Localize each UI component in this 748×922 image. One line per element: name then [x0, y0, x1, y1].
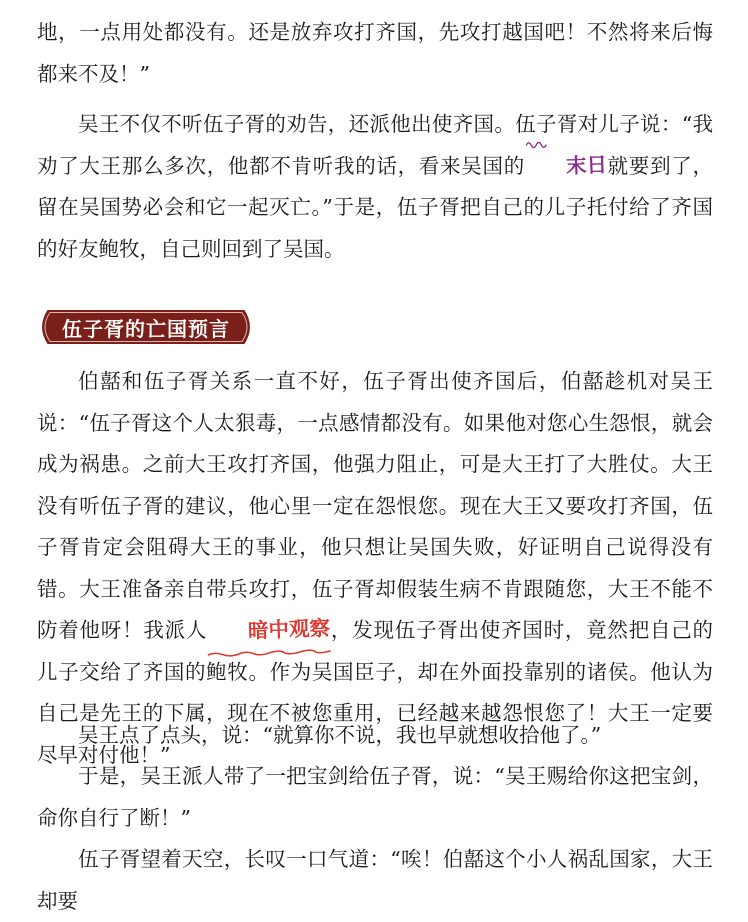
section-title: 伍子胥的亡国预言	[62, 316, 230, 341]
paragraph-text-before: 吴王不仅不听伍子胥的劝告，还派他出使齐国。伍子胥对儿子说：“我劝了大王那么多次，他都不肯听我的话，看来吴国的	[37, 112, 713, 178]
paragraph-wu-king-refuses	[37, 104, 713, 270]
section-header-banner	[33, 306, 259, 348]
paragraph-wuzixu-sighs	[37, 839, 713, 922]
paragraph-text-after: ，发现伍子胥出使齐国时，竟然把自己的儿子交给了齐国的鲍牧。作为吴国臣子，却在外面投靠别的诸侯。他认为自己是先王的下属，现在不被您重用，已经越来越怨恨您了！大王一定要尽早对付他！”	[37, 618, 714, 767]
paragraph-king-agrees	[37, 715, 713, 757]
squiggle-decoration-icon	[526, 139, 546, 148]
highlight-word-doomsday: 末日	[524, 144, 607, 188]
paragraph-text: 伍子胥望着天空，长叹一口气道：“唉！伯嚭这个小人祸乱国家，大王却要	[37, 847, 713, 913]
paragraph-boxi-slander	[37, 361, 713, 776]
paragraph-text-before: 伯嚭和伍子胥关系一直不好，伍子胥出使齐国后，伯嚭趁机对吴王说：“伍子胥这个人太狠毒，一点感情都没有。如果他对您心生怨恨，就会成为祸患。之前大王攻打齐国，他强力阻止，可是大王打了大胜仗。大王没有听伍子胥的建议，他心里一定在怨恨您。现在大王又要攻打齐国，伍子胥肯定会阻碍大王的事业，他只想让吴国失败，好证明自己说得没有错。大王准备亲自带兵攻打，伍子胥却假装生病不肯跟随您，大王不能不防着他呀！我派人	[37, 369, 713, 642]
paragraph-text-after: 就要到了，留在吴国势必会和它一起灭亡。”于是，伍子胥把自己的儿子托付给了齐国的好友鲍牧，自己则回到了吴国。	[37, 153, 714, 261]
highlight-phrase-secretly-observe: 暗中观察	[206, 608, 330, 654]
paragraph-sword-sent	[37, 756, 713, 839]
paragraph-text: 吴王点了点头，说：“就算你不说，我也早就想收拾他了。”	[78, 723, 602, 747]
paragraph-text: 地，一点用处都没有。还是放弃攻打齐国，先攻打越国吧！不然将来后悔都来不及！”	[37, 20, 713, 86]
paragraph-continued	[37, 12, 713, 95]
paragraph-text: 于是，吴王派人带了一把宝剑给伍子胥，说：“吴王赐给你这把宝剑，命你自行了断！”	[37, 764, 713, 830]
wave-underline-icon	[208, 647, 331, 657]
